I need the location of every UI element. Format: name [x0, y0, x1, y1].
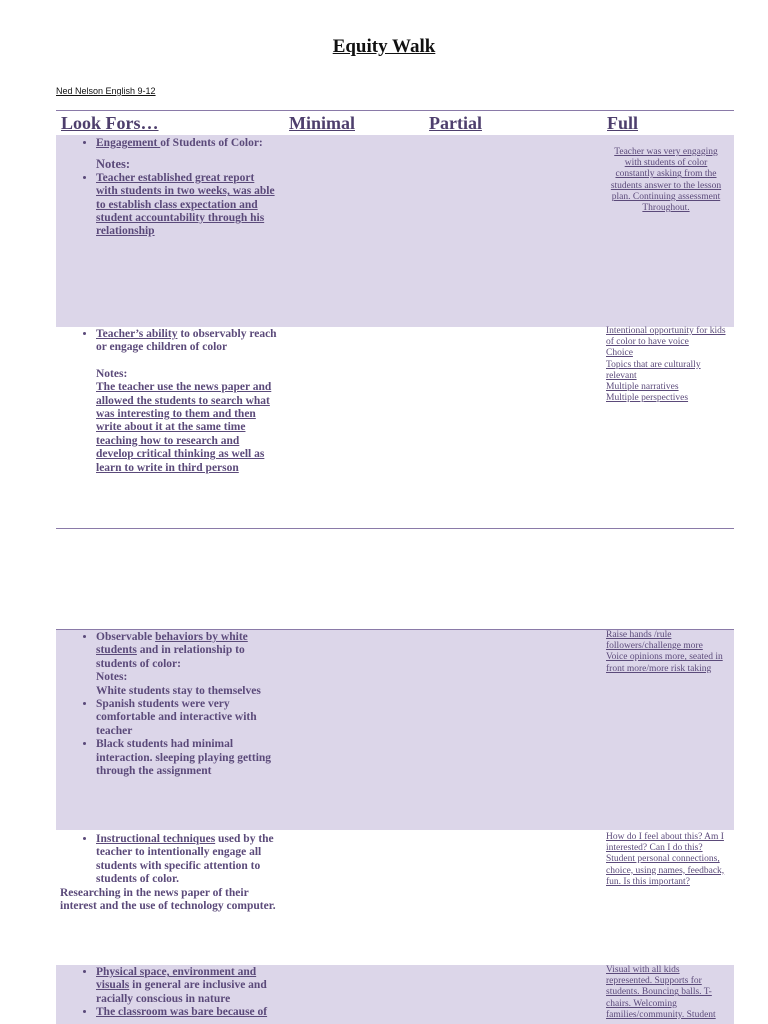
notes-text: White students stay to themselves [96, 684, 261, 697]
row-2-lookfor [60, 328, 278, 475]
row-divider [56, 528, 734, 529]
notes-label: Notes: [96, 367, 128, 380]
list-item: • Teacher established great report with students in two weeks, was able to establish class expectation and student accountability through his relationship [96, 172, 278, 239]
list-item: • Black students had minimal interaction. sleeping playing getting through the assignment [96, 738, 278, 778]
row-4-lookfor [60, 833, 278, 913]
list-item: • Observable behaviors by white students and in relationship to students of color: [96, 631, 278, 671]
full-line: Choice [606, 348, 633, 359]
full-line: Topics that are culturally relevant [606, 359, 701, 381]
notes-text: Researching in the news paper of their interest and the use of technology computer. [60, 886, 276, 913]
author-line: Ned Nelson English 9-12 [56, 86, 156, 96]
row-4-full: How do I feel about this? Am I interested? Can I do this? Student personal connections, choice, using names, feedback, fun. Is this important? [606, 832, 725, 887]
list-item: • Instructional techniques used by the teacher to intentionally engage all students with specific attention to students of color. [96, 833, 278, 887]
row-1-full: Teacher was very engaging with students of color constantly asking from the students answer to the lesson plan. Continuing assessment Throughout. [610, 147, 722, 214]
list-item: • Spanish students were very comfortable and interactive with teacher [96, 698, 278, 738]
row-3-lookfor [60, 631, 278, 778]
header-full: Full [607, 113, 639, 133]
full-line: Multiple perspectives [606, 393, 689, 404]
full-line: Intentional opportunity for kids of color to have voice [606, 326, 726, 348]
header-look-fors: Look Fors… [61, 113, 159, 133]
row-5-lookfor [60, 966, 278, 1020]
table-top-rule [56, 110, 734, 111]
full-line: Voice opinions more, seated in front more/more risk taking [606, 652, 723, 674]
row-2-full [606, 326, 726, 404]
list-item: • The classroom was bare because of [96, 1006, 278, 1019]
notes-text: The teacher use the news paper and allowed the students to search what was interesting to them and then write about it at the same time teaching how to research and develop critical thinking as well as learn to write in third person [96, 381, 272, 474]
row-5-full: Visual with all kids represented. Supports for students. Bouncing balls. T-chairs. Welcoming families/community. Student [606, 965, 716, 1020]
row-3-full [606, 630, 726, 675]
notes-label: Notes: [96, 671, 128, 684]
full-line: Raise hands /rule followers/challenge more [606, 630, 703, 652]
row-1-lookfor [60, 137, 278, 239]
notes-label: Notes: [96, 157, 131, 172]
full-line: Multiple narratives [606, 382, 679, 393]
list-item: • Engagement of Students of Color: [96, 137, 278, 150]
document-title: Equity Walk [332, 36, 436, 57]
list-item: • Teacher’s ability to observably reach or engage children of color [96, 328, 278, 355]
header-partial: Partial [429, 113, 482, 133]
list-item: • Physical space, environment and visuals in general are inclusive and racially conscious in nature [96, 966, 278, 1006]
header-minimal: Minimal [289, 113, 355, 133]
